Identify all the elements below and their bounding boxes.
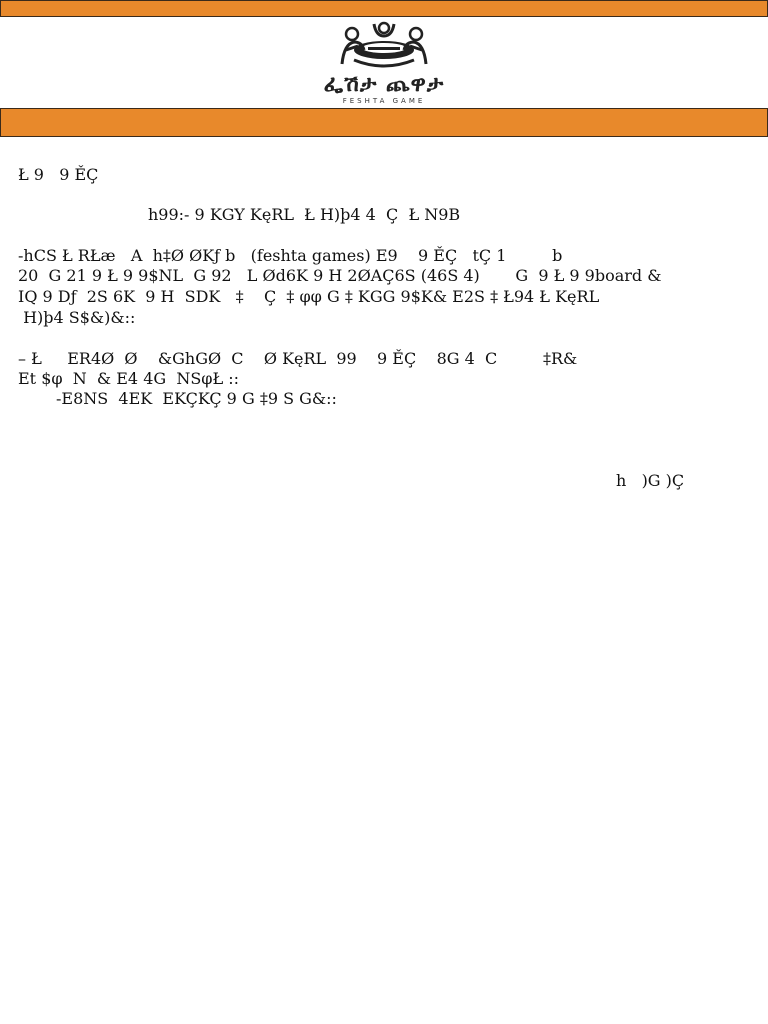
- paragraph1-line1: -hCS Ł RŁæ A h‡Ø ØKƒ b (feshta games) E9 9 ĚÇ tÇ 1 b: [18, 246, 563, 265]
- paragraph1-line2: 20 G 21 9 Ł 9 9$NL G 92 L Ød6K 9 H 2ØAÇ6S (46S 4) G 9 Ł 9 9board &: [18, 266, 662, 285]
- paragraph2-line1: – Ł ER4Ø Ø &GhGØ C Ø KęRL 99 9 ĚÇ 8G 4 C ‡R&: [18, 349, 578, 368]
- paragraph1-line4: H)þ4 S$&)&::: [18, 308, 136, 327]
- top-orange-band: [0, 0, 768, 17]
- logo-subtitle: FESHTA GAME: [342, 97, 426, 105]
- paragraph2-line2: Et $φ N & E4 4G NSφŁ ::: [18, 369, 240, 388]
- paragraph1-line3: IQ 9 Dƒ 2S 6K 9 H SDK ‡ Ç ‡ φφ G ‡ KGG 9$K& E2S ‡ Ł94 Ł KęRL: [18, 287, 600, 306]
- document-subheading: h99:- 9 KGY KęRL Ł H)þ4 4 Ç Ł N9B: [148, 205, 461, 224]
- logo-amharic-text: ፌሽታ ጨዋታ: [323, 72, 445, 97]
- signature: h )G )Ç: [616, 471, 685, 490]
- paragraph3: -E8NS 4EK EKÇKÇ 9 G ‡9 S G&::: [56, 389, 337, 408]
- logo-figures-icon: [318, 20, 450, 76]
- feshta-game-logo: [318, 20, 450, 104]
- document-heading: Ł 9 9 ĚÇ: [18, 165, 99, 184]
- orange-divider-band: [0, 108, 768, 137]
